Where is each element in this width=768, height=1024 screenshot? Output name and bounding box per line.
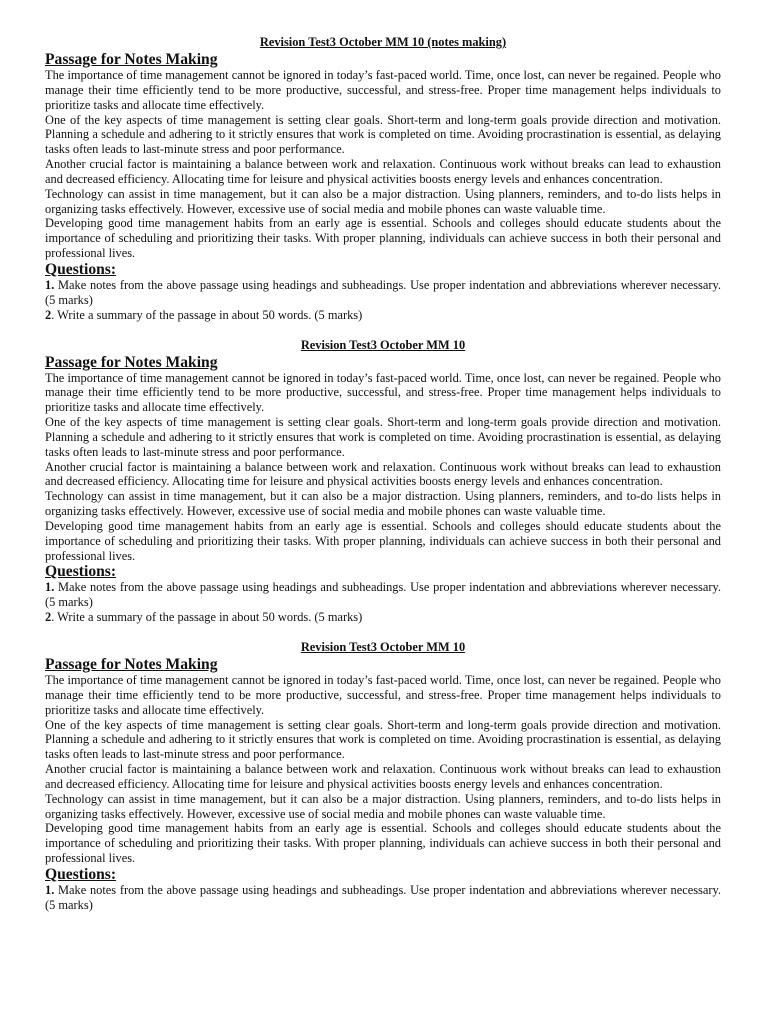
question-number: 2 xyxy=(45,610,52,625)
passage-paragraph: Developing good time management habits from an early age is essential. Schools and colleges should educate students about the importance of scheduling and prioritizing their tasks. With proper planning, individuals can achieve success in both their personal and professional lives. xyxy=(45,821,721,866)
test-section xyxy=(45,640,721,913)
passage-paragraph: The importance of time management cannot be ignored in today’s fast-paced world. Time, once lost, can never be regained. People who manage their time efficiently tend to be more productive, successful, and stress-free. Proper time management helps individuals to prioritize tasks and allocate time effectively. xyxy=(45,370,721,415)
questions-heading: Questions: xyxy=(45,865,117,883)
question-number: 1. xyxy=(45,277,55,292)
document-page xyxy=(45,35,721,913)
question-number: 2 xyxy=(45,307,52,322)
question-item xyxy=(45,580,721,610)
passage-paragraph: The importance of time management cannot be ignored in today’s fast-paced world. Time, once lost, can never be regained. People who manage their time efficiently tend to be more productive, successful, and stress-free. Proper time management helps individuals to prioritize tasks and allocate time effectively. xyxy=(45,68,721,112)
question-text: Make notes from the above passage using headings and subheadings. Use proper indentation and abbreviations wherever necessary. (5 marks) xyxy=(45,882,721,912)
test-title: Revision Test3 October MM 10 (notes making) xyxy=(259,35,507,49)
passage-paragraph: One of the key aspects of time management is setting clear goals. Short-term and long-term goals provide direction and motivation. Planning a schedule and adhering to it strictly ensures that work is completed on time. Avoiding procrastination is essential, as delaying tasks often leads to last-minute stress and poor performance. xyxy=(45,415,721,459)
question-text: . Write a summary of the passage in about 50 words. (5 marks) xyxy=(51,307,363,322)
passage-paragraph: Developing good time management habits from an early age is essential. Schools and colleges should educate students about the importance of scheduling and prioritizing their tasks. With proper planning, individuals can achieve success in both their personal and professional lives. xyxy=(45,216,721,261)
passage-paragraph: Developing good time management habits from an early age is essential. Schools and colleges should educate students about the importance of scheduling and prioritizing their tasks. With proper planning, individuals can achieve success in both their personal and professional lives. xyxy=(45,518,721,563)
test-title: Revision Test3 October MM 10 xyxy=(300,337,466,352)
question-item xyxy=(45,308,721,323)
passage-paragraph: One of the key aspects of time management is setting clear goals. Short-term and long-term goals provide direction and motivation. Planning a schedule and adhering to it strictly ensures that work is completed on time. Avoiding procrastination is essential, as delaying tasks often leads to last-minute stress and poor performance. xyxy=(45,112,721,157)
question-text: Make notes from the above passage using headings and subheadings. Use proper indentation and abbreviations wherever necessary. (5 marks) xyxy=(45,580,721,610)
question-item xyxy=(45,610,721,625)
passage-paragraph: Another crucial factor is maintaining a balance between work and relaxation. Continuous work without breaks can lead to exhaustion and decreased efficiency. Allocating time for leisure and physical activities boosts energy levels and enhances concentration. xyxy=(45,459,721,489)
question-item xyxy=(45,883,721,913)
question-text: . Write a summary of the passage in about 50 words. (5 marks) xyxy=(51,610,363,625)
passage-heading: Passage for Notes Making xyxy=(45,656,218,673)
passage-paragraph: The importance of time management cannot be ignored in today’s fast-paced world. Time, once lost, can never be regained. People who manage their time efficiently tend to be more productive, successful, and stress-free. Proper time management helps individuals to prioritize tasks and allocate time effectively. xyxy=(45,673,721,717)
questions-heading: Questions: xyxy=(45,563,117,581)
question-text: Make notes from the above passage using headings and subheadings. Use proper indentation and abbreviations wherever necessary. (5 marks) xyxy=(45,277,721,307)
passage-heading: Passage for Notes Making xyxy=(45,51,218,68)
test-section xyxy=(45,35,721,323)
question-number: 1. xyxy=(45,580,55,595)
passage-paragraph: Technology can assist in time management, but it can also be a major distraction. Using planners, reminders, and to-do lists helps in organizing tasks effectively. However, excessive use of social media and mobile phones can waste valuable time. xyxy=(45,186,721,216)
questions-heading: Questions: xyxy=(45,260,117,278)
passage-heading: Passage for Notes Making xyxy=(45,353,218,371)
passage-paragraph: Technology can assist in time management, but it can also be a major distraction. Using planners, reminders, and to-do lists helps in organizing tasks effectively. However, excessive use of social media and mobile phones can waste valuable time. xyxy=(45,791,721,821)
passage-paragraph: Technology can assist in time management, but it can also be a major distraction. Using planners, reminders, and to-do lists helps in organizing tasks effectively. However, excessive use of social media and mobile phones can waste valuable time. xyxy=(45,489,721,519)
question-number: 1. xyxy=(45,882,55,897)
passage-paragraph: Another crucial factor is maintaining a balance between work and relaxation. Continuous work without breaks can lead to exhaustion and decreased efficiency. Allocating time for leisure and physical activities boosts energy levels and enhances concentration. xyxy=(45,762,721,791)
test-section xyxy=(45,338,721,626)
passage-paragraph: One of the key aspects of time management is setting clear goals. Short-term and long-term goals provide direction and motivation. Planning a schedule and adhering to it strictly ensures that work is completed on time. Avoiding procrastination is essential, as delaying tasks often leads to last-minute stress and poor performance. xyxy=(45,717,721,762)
question-item xyxy=(45,278,721,308)
passage-paragraph: Another crucial factor is maintaining a balance between work and relaxation. Continuous work without breaks can lead to exhaustion and decreased efficiency. Allocating time for leisure and physical activities boosts energy levels and enhances concentration. xyxy=(45,157,721,186)
test-title: Revision Test3 October MM 10 xyxy=(300,640,466,654)
